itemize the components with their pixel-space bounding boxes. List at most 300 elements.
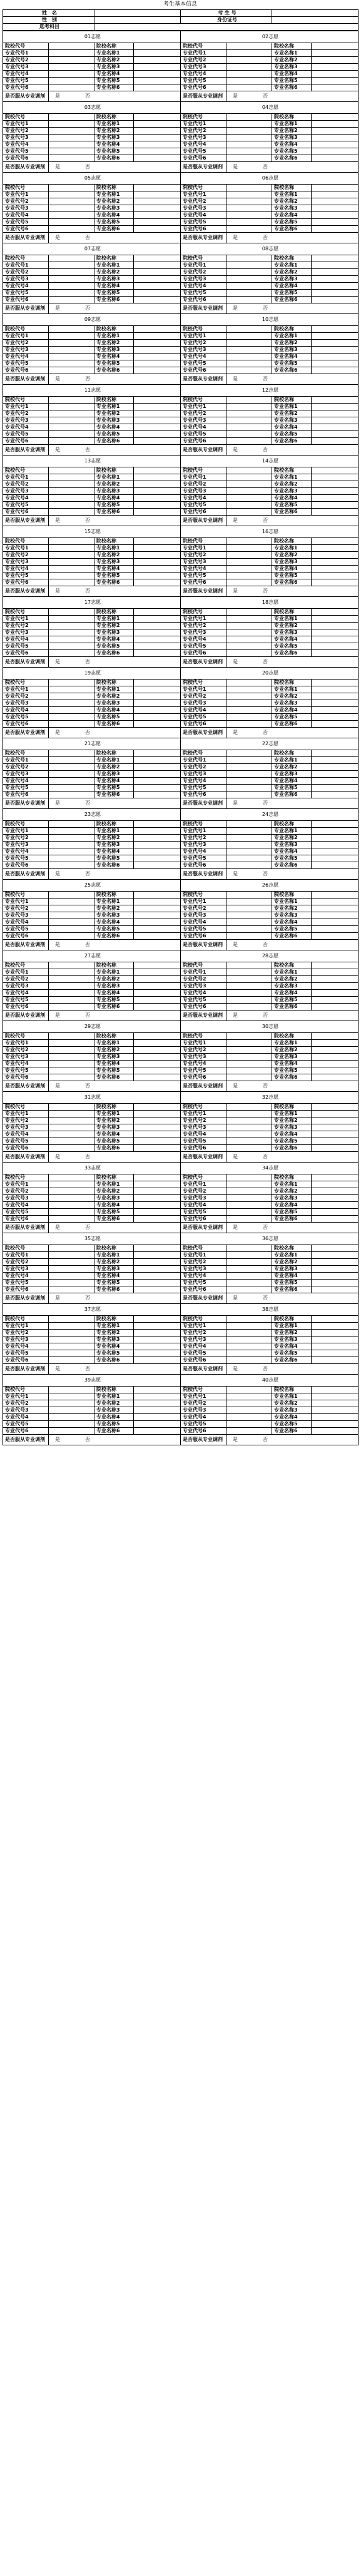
major-code-field[interactable]: [49, 976, 94, 983]
major-code-field[interactable]: [226, 707, 272, 714]
major-code-field[interactable]: [49, 912, 94, 919]
yes-option[interactable]: 是: [55, 517, 60, 523]
major-name-field[interactable]: [312, 1280, 358, 1286]
major-code-field[interactable]: [49, 1350, 94, 1357]
major-name-field[interactable]: [312, 1393, 358, 1400]
major-code-field[interactable]: [226, 1054, 272, 1061]
major-name-field[interactable]: [134, 976, 181, 983]
major-code-field[interactable]: [226, 417, 272, 424]
yes-option[interactable]: 是: [233, 588, 238, 594]
school-code-field[interactable]: [226, 962, 272, 969]
major-code-field[interactable]: [49, 1040, 94, 1047]
major-code-field[interactable]: [226, 1004, 272, 1011]
school-code-field[interactable]: [49, 1316, 94, 1323]
major-name-field[interactable]: [312, 1131, 358, 1138]
major-code-field[interactable]: [49, 1414, 94, 1421]
major-name-field[interactable]: [134, 57, 181, 64]
no-option[interactable]: 否: [85, 588, 90, 594]
school-code-field[interactable]: [226, 892, 272, 899]
major-name-field[interactable]: [134, 785, 181, 792]
major-name-field[interactable]: [312, 1145, 358, 1152]
major-name-field[interactable]: [312, 502, 358, 509]
major-code-field[interactable]: [49, 579, 94, 586]
major-code-field[interactable]: [226, 842, 272, 848]
major-name-field[interactable]: [312, 545, 358, 552]
major-name-field[interactable]: [312, 855, 358, 862]
major-code-field[interactable]: [226, 50, 272, 57]
major-name-field[interactable]: [134, 545, 181, 552]
major-name-field[interactable]: [134, 155, 181, 162]
no-option[interactable]: 否: [85, 942, 90, 947]
major-name-field[interactable]: [134, 721, 181, 728]
major-code-field[interactable]: [226, 297, 272, 303]
major-name-field[interactable]: [312, 354, 358, 360]
major-name-field[interactable]: [134, 269, 181, 276]
major-name-field[interactable]: [134, 764, 181, 771]
major-name-field[interactable]: [312, 636, 358, 643]
yes-option[interactable]: 是: [233, 871, 238, 877]
major-name-field[interactable]: [134, 1067, 181, 1074]
major-code-field[interactable]: [226, 1111, 272, 1117]
major-code-field[interactable]: [226, 84, 272, 91]
major-name-field[interactable]: [134, 84, 181, 91]
major-name-field[interactable]: [312, 360, 358, 367]
major-code-field[interactable]: [226, 1330, 272, 1336]
major-code-field[interactable]: [49, 933, 94, 940]
major-name-field[interactable]: [134, 842, 181, 848]
major-name-field[interactable]: [134, 1336, 181, 1343]
major-code-field[interactable]: [49, 855, 94, 862]
no-option[interactable]: 否: [85, 1437, 90, 1442]
major-code-field[interactable]: [49, 481, 94, 488]
major-code-field[interactable]: [226, 566, 272, 573]
major-code-field[interactable]: [49, 1216, 94, 1223]
school-name-field[interactable]: [312, 821, 358, 828]
major-code-field[interactable]: [226, 1067, 272, 1074]
major-code-field[interactable]: [226, 1195, 272, 1202]
major-code-field[interactable]: [226, 643, 272, 650]
major-code-field[interactable]: [226, 828, 272, 835]
major-name-field[interactable]: [312, 792, 358, 798]
major-code-field[interactable]: [49, 135, 94, 141]
major-code-field[interactable]: [226, 1393, 272, 1400]
major-name-field[interactable]: [312, 771, 358, 778]
major-code-field[interactable]: [49, 354, 94, 360]
school-code-field[interactable]: [49, 538, 94, 545]
major-code-field[interactable]: [226, 1188, 272, 1195]
major-name-field[interactable]: [312, 290, 358, 297]
major-name-field[interactable]: [312, 226, 358, 233]
major-name-field[interactable]: [312, 333, 358, 340]
school-name-field[interactable]: [312, 892, 358, 899]
major-code-field[interactable]: [49, 360, 94, 367]
school-name-field[interactable]: [312, 1316, 358, 1323]
school-name-field[interactable]: [134, 609, 181, 616]
school-code-field[interactable]: [226, 397, 272, 404]
major-code-field[interactable]: [49, 155, 94, 162]
major-name-field[interactable]: [312, 78, 358, 84]
major-code-field[interactable]: [226, 1414, 272, 1421]
major-name-field[interactable]: [134, 1131, 181, 1138]
school-name-field[interactable]: [134, 1387, 181, 1393]
major-code-field[interactable]: [226, 219, 272, 226]
major-name-field[interactable]: [312, 1061, 358, 1067]
major-code-field[interactable]: [226, 333, 272, 340]
major-code-field[interactable]: [226, 1209, 272, 1216]
yes-option[interactable]: 是: [55, 588, 60, 594]
major-name-field[interactable]: [312, 842, 358, 848]
major-name-field[interactable]: [312, 1004, 358, 1011]
yes-option[interactable]: 是: [233, 1224, 238, 1230]
major-name-field[interactable]: [134, 848, 181, 855]
school-code-field[interactable]: [226, 114, 272, 121]
major-name-field[interactable]: [312, 71, 358, 78]
major-code-field[interactable]: [226, 1131, 272, 1138]
school-name-field[interactable]: [134, 1245, 181, 1252]
major-code-field[interactable]: [226, 1047, 272, 1054]
major-code-field[interactable]: [226, 983, 272, 990]
major-name-field[interactable]: [134, 1117, 181, 1124]
major-name-field[interactable]: [134, 495, 181, 502]
major-name-field[interactable]: [312, 1407, 358, 1414]
school-name-field[interactable]: [134, 1033, 181, 1040]
major-name-field[interactable]: [134, 354, 181, 360]
major-code-field[interactable]: [49, 792, 94, 798]
major-name-field[interactable]: [134, 219, 181, 226]
major-name-field[interactable]: [134, 650, 181, 657]
major-code-field[interactable]: [226, 1061, 272, 1067]
major-name-field[interactable]: [134, 566, 181, 573]
no-option[interactable]: 否: [263, 235, 268, 240]
major-name-field[interactable]: [134, 686, 181, 693]
school-code-field[interactable]: [226, 1245, 272, 1252]
major-name-field[interactable]: [134, 410, 181, 417]
major-name-field[interactable]: [134, 792, 181, 798]
major-name-field[interactable]: [312, 495, 358, 502]
major-code-field[interactable]: [49, 848, 94, 855]
no-option[interactable]: 否: [263, 93, 268, 99]
no-option[interactable]: 否: [263, 305, 268, 311]
school-name-field[interactable]: [134, 821, 181, 828]
major-code-field[interactable]: [226, 848, 272, 855]
major-name-field[interactable]: [134, 629, 181, 636]
school-code-field[interactable]: [49, 1104, 94, 1111]
school-name-field[interactable]: [134, 1104, 181, 1111]
no-option[interactable]: 否: [263, 1295, 268, 1301]
major-code-field[interactable]: [226, 686, 272, 693]
major-name-field[interactable]: [312, 1414, 358, 1421]
major-code-field[interactable]: [49, 78, 94, 84]
major-code-field[interactable]: [49, 1074, 94, 1081]
major-code-field[interactable]: [49, 1195, 94, 1202]
major-code-field[interactable]: [226, 616, 272, 623]
major-code-field[interactable]: [49, 495, 94, 502]
major-code-field[interactable]: [226, 636, 272, 643]
no-option[interactable]: 否: [85, 1083, 90, 1089]
school-code-field[interactable]: [49, 43, 94, 50]
major-code-field[interactable]: [226, 1400, 272, 1407]
yes-option[interactable]: 是: [233, 1437, 238, 1442]
no-option[interactable]: 否: [85, 1366, 90, 1372]
school-name-field[interactable]: [312, 1033, 358, 1040]
name-field[interactable]: [94, 10, 181, 17]
school-name-field[interactable]: [134, 397, 181, 404]
major-code-field[interactable]: [226, 933, 272, 940]
major-name-field[interactable]: [312, 509, 358, 516]
major-name-field[interactable]: [312, 1074, 358, 1081]
major-name-field[interactable]: [312, 686, 358, 693]
no-option[interactable]: 否: [263, 1224, 268, 1230]
major-code-field[interactable]: [226, 899, 272, 905]
school-name-field[interactable]: [312, 43, 358, 50]
no-option[interactable]: 否: [263, 1366, 268, 1372]
major-code-field[interactable]: [226, 1202, 272, 1209]
major-name-field[interactable]: [134, 579, 181, 586]
major-name-field[interactable]: [312, 1216, 358, 1223]
major-name-field[interactable]: [312, 1195, 358, 1202]
school-code-field[interactable]: [49, 821, 94, 828]
major-code-field[interactable]: [49, 1336, 94, 1343]
major-code-field[interactable]: [49, 64, 94, 71]
major-code-field[interactable]: [226, 1357, 272, 1364]
major-name-field[interactable]: [134, 438, 181, 445]
major-code-field[interactable]: [49, 997, 94, 1004]
yes-option[interactable]: 是: [55, 93, 60, 99]
major-code-field[interactable]: [49, 1407, 94, 1414]
major-name-field[interactable]: [134, 1111, 181, 1117]
school-code-field[interactable]: [226, 326, 272, 333]
major-code-field[interactable]: [226, 141, 272, 148]
school-code-field[interactable]: [49, 750, 94, 757]
school-name-field[interactable]: [134, 750, 181, 757]
major-name-field[interactable]: [312, 757, 358, 764]
yes-option[interactable]: 是: [55, 447, 60, 452]
major-code-field[interactable]: [226, 283, 272, 290]
major-name-field[interactable]: [312, 721, 358, 728]
yes-option[interactable]: 是: [233, 235, 238, 240]
major-name-field[interactable]: [312, 1047, 358, 1054]
major-name-field[interactable]: [134, 148, 181, 155]
school-code-field[interactable]: [49, 397, 94, 404]
no-option[interactable]: 否: [263, 871, 268, 877]
yes-option[interactable]: 是: [55, 1154, 60, 1159]
major-name-field[interactable]: [134, 417, 181, 424]
major-code-field[interactable]: [49, 842, 94, 848]
school-code-field[interactable]: [49, 326, 94, 333]
major-code-field[interactable]: [49, 862, 94, 869]
major-code-field[interactable]: [49, 1259, 94, 1266]
major-name-field[interactable]: [134, 862, 181, 869]
major-code-field[interactable]: [49, 141, 94, 148]
major-name-field[interactable]: [134, 1054, 181, 1061]
school-code-field[interactable]: [226, 43, 272, 50]
major-code-field[interactable]: [226, 205, 272, 212]
major-name-field[interactable]: [312, 1202, 358, 1209]
subject-field[interactable]: [94, 24, 358, 31]
major-code-field[interactable]: [226, 135, 272, 141]
school-code-field[interactable]: [226, 1174, 272, 1181]
yes-option[interactable]: 是: [233, 93, 238, 99]
major-name-field[interactable]: [312, 616, 358, 623]
major-name-field[interactable]: [134, 141, 181, 148]
yes-option[interactable]: 是: [55, 235, 60, 240]
yes-option[interactable]: 是: [55, 942, 60, 947]
major-name-field[interactable]: [134, 431, 181, 438]
major-name-field[interactable]: [312, 1330, 358, 1336]
school-name-field[interactable]: [134, 255, 181, 262]
school-code-field[interactable]: [226, 609, 272, 616]
school-code-field[interactable]: [49, 962, 94, 969]
major-code-field[interactable]: [49, 1117, 94, 1124]
major-code-field[interactable]: [49, 623, 94, 629]
school-name-field[interactable]: [312, 750, 358, 757]
major-code-field[interactable]: [49, 191, 94, 198]
major-name-field[interactable]: [312, 848, 358, 855]
major-name-field[interactable]: [312, 135, 358, 141]
major-name-field[interactable]: [312, 778, 358, 785]
major-code-field[interactable]: [49, 1357, 94, 1364]
major-name-field[interactable]: [134, 1350, 181, 1357]
major-code-field[interactable]: [49, 1138, 94, 1145]
major-code-field[interactable]: [49, 1323, 94, 1330]
no-option[interactable]: 否: [263, 800, 268, 806]
major-name-field[interactable]: [134, 1195, 181, 1202]
major-code-field[interactable]: [226, 474, 272, 481]
major-code-field[interactable]: [49, 899, 94, 905]
gender-field[interactable]: [94, 17, 181, 24]
major-name-field[interactable]: [134, 481, 181, 488]
major-name-field[interactable]: [312, 84, 358, 91]
major-name-field[interactable]: [312, 121, 358, 128]
major-code-field[interactable]: [226, 347, 272, 354]
major-name-field[interactable]: [134, 778, 181, 785]
major-code-field[interactable]: [226, 969, 272, 976]
major-code-field[interactable]: [49, 128, 94, 135]
major-name-field[interactable]: [134, 1259, 181, 1266]
school-name-field[interactable]: [134, 326, 181, 333]
no-option[interactable]: 否: [85, 1012, 90, 1018]
no-option[interactable]: 否: [85, 871, 90, 877]
major-code-field[interactable]: [49, 121, 94, 128]
major-code-field[interactable]: [226, 354, 272, 360]
major-code-field[interactable]: [49, 226, 94, 233]
no-option[interactable]: 否: [85, 305, 90, 311]
school-code-field[interactable]: [226, 185, 272, 191]
major-code-field[interactable]: [226, 78, 272, 84]
major-code-field[interactable]: [226, 862, 272, 869]
major-name-field[interactable]: [134, 1209, 181, 1216]
major-name-field[interactable]: [134, 1252, 181, 1259]
major-code-field[interactable]: [49, 347, 94, 354]
school-code-field[interactable]: [226, 750, 272, 757]
no-option[interactable]: 否: [263, 1083, 268, 1089]
major-code-field[interactable]: [49, 509, 94, 516]
major-name-field[interactable]: [134, 121, 181, 128]
major-code-field[interactable]: [226, 1124, 272, 1131]
major-name-field[interactable]: [134, 919, 181, 926]
no-option[interactable]: 否: [85, 800, 90, 806]
major-name-field[interactable]: [134, 643, 181, 650]
major-code-field[interactable]: [49, 693, 94, 700]
major-code-field[interactable]: [226, 623, 272, 629]
no-option[interactable]: 否: [263, 730, 268, 735]
major-code-field[interactable]: [49, 828, 94, 835]
major-code-field[interactable]: [226, 1266, 272, 1273]
major-name-field[interactable]: [312, 714, 358, 721]
major-code-field[interactable]: [49, 1188, 94, 1195]
major-code-field[interactable]: [226, 1323, 272, 1330]
major-code-field[interactable]: [226, 1117, 272, 1124]
major-name-field[interactable]: [312, 552, 358, 559]
major-code-field[interactable]: [49, 926, 94, 933]
major-code-field[interactable]: [49, 785, 94, 792]
major-code-field[interactable]: [49, 573, 94, 579]
major-name-field[interactable]: [312, 474, 358, 481]
major-name-field[interactable]: [134, 1188, 181, 1195]
major-name-field[interactable]: [312, 862, 358, 869]
major-code-field[interactable]: [226, 785, 272, 792]
major-code-field[interactable]: [49, 700, 94, 707]
major-name-field[interactable]: [134, 828, 181, 835]
major-name-field[interactable]: [312, 1054, 358, 1061]
major-name-field[interactable]: [312, 643, 358, 650]
school-code-field[interactable]: [49, 114, 94, 121]
major-name-field[interactable]: [134, 552, 181, 559]
major-name-field[interactable]: [312, 64, 358, 71]
major-name-field[interactable]: [134, 1074, 181, 1081]
major-code-field[interactable]: [226, 629, 272, 636]
major-name-field[interactable]: [134, 1273, 181, 1280]
major-name-field[interactable]: [134, 1286, 181, 1293]
major-name-field[interactable]: [134, 1145, 181, 1152]
school-name-field[interactable]: [312, 255, 358, 262]
major-name-field[interactable]: [312, 969, 358, 976]
school-code-field[interactable]: [226, 1316, 272, 1323]
yes-option[interactable]: 是: [55, 871, 60, 877]
major-code-field[interactable]: [226, 276, 272, 283]
major-name-field[interactable]: [312, 1040, 358, 1047]
major-name-field[interactable]: [312, 933, 358, 940]
school-code-field[interactable]: [226, 821, 272, 828]
major-name-field[interactable]: [312, 983, 358, 990]
yes-option[interactable]: 是: [55, 1437, 60, 1442]
major-code-field[interactable]: [49, 474, 94, 481]
major-name-field[interactable]: [312, 835, 358, 842]
major-code-field[interactable]: [226, 1040, 272, 1047]
major-code-field[interactable]: [49, 1280, 94, 1286]
major-code-field[interactable]: [226, 404, 272, 410]
major-code-field[interactable]: [49, 1047, 94, 1054]
major-code-field[interactable]: [226, 1407, 272, 1414]
major-code-field[interactable]: [226, 495, 272, 502]
major-name-field[interactable]: [312, 367, 358, 374]
major-code-field[interactable]: [226, 410, 272, 417]
major-name-field[interactable]: [134, 573, 181, 579]
major-name-field[interactable]: [134, 714, 181, 721]
major-name-field[interactable]: [312, 205, 358, 212]
major-name-field[interactable]: [312, 404, 358, 410]
major-name-field[interactable]: [312, 1124, 358, 1131]
major-name-field[interactable]: [312, 919, 358, 926]
school-name-field[interactable]: [134, 538, 181, 545]
major-code-field[interactable]: [226, 509, 272, 516]
major-name-field[interactable]: [134, 1124, 181, 1131]
major-code-field[interactable]: [49, 643, 94, 650]
major-name-field[interactable]: [312, 141, 358, 148]
major-code-field[interactable]: [226, 855, 272, 862]
major-code-field[interactable]: [49, 290, 94, 297]
major-name-field[interactable]: [312, 1266, 358, 1273]
